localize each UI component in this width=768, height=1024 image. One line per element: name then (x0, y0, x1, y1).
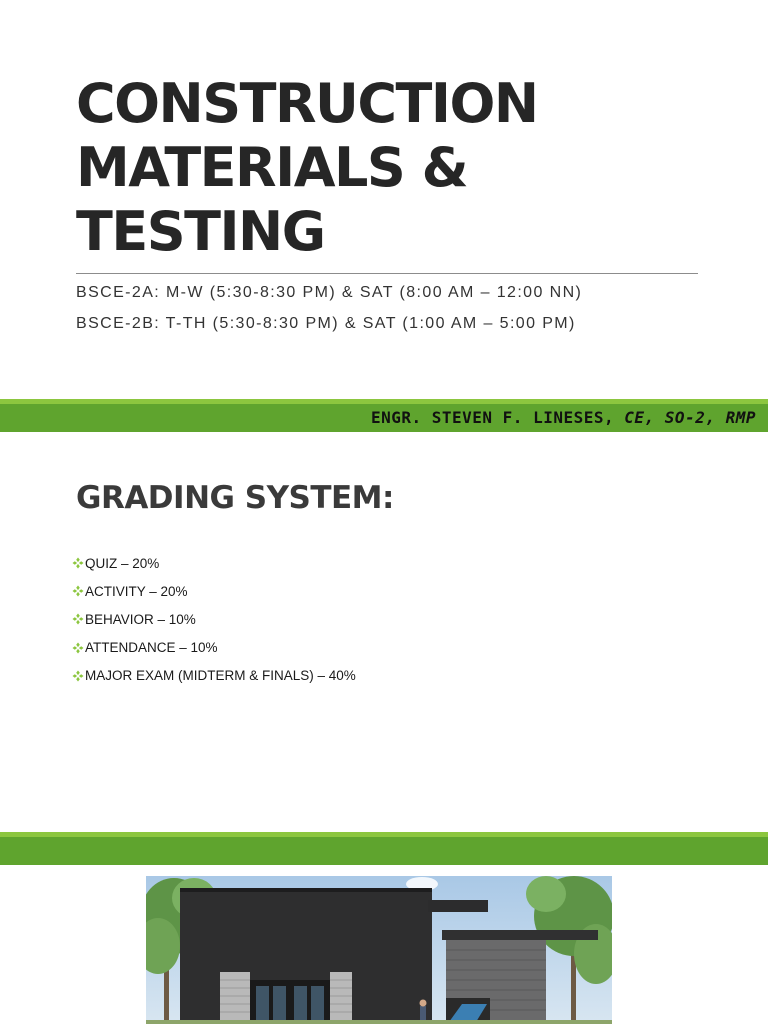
grading-item-label: ATTENDANCE – 10% (85, 640, 218, 656)
page-title (76, 72, 538, 264)
grading-item-quiz (72, 549, 356, 577)
diamond-bullet-icon (72, 557, 84, 569)
section-divider-band (0, 832, 768, 865)
instructor-credentials: CE, SO-2, RMP (624, 408, 756, 427)
diamond-bullet-icon (72, 670, 84, 682)
grading-item-label: BEHAVIOR – 10% (85, 611, 196, 627)
grading-item-label: QUIZ – 20% (85, 555, 160, 571)
instructor-credit (371, 408, 756, 427)
grading-item-attendance (72, 634, 356, 662)
schedule-bsce-2a: BSCE-2A: M-W (5:30-8:30 PM) & SAT (8:00 AM – 12:00 NN) (76, 284, 583, 301)
grading-heading: GRADING SYSTEM: (76, 480, 394, 516)
grading-item-activity (72, 577, 356, 605)
diamond-bullet-icon (72, 613, 84, 625)
title-line-3: TESTING (76, 200, 325, 263)
grading-item-label: ACTIVITY – 20% (85, 583, 188, 599)
house-illustration (146, 876, 612, 1024)
grading-item-behavior (72, 605, 356, 633)
title-line-1: CONSTRUCTION (76, 72, 538, 135)
diamond-bullet-icon (72, 585, 84, 597)
title-line-2: MATERIALS & (76, 136, 468, 199)
instructor-name: ENGR. STEVEN F. LINESES, (370, 408, 615, 427)
grading-item-label: MAJOR EXAM (MIDTERM & FINALS) – 40% (85, 668, 356, 684)
house-rendering-image (146, 876, 612, 1024)
schedule-bsce-2b: BSCE-2B: T-TH (5:30-8:30 PM) & SAT (1:00 AM – 5:00 PM) (76, 315, 576, 332)
diamond-bullet-icon (72, 642, 84, 654)
title-divider (76, 273, 698, 274)
grading-item-major-exam (72, 662, 356, 690)
grading-list (72, 549, 356, 690)
instructor-banner (0, 399, 768, 432)
